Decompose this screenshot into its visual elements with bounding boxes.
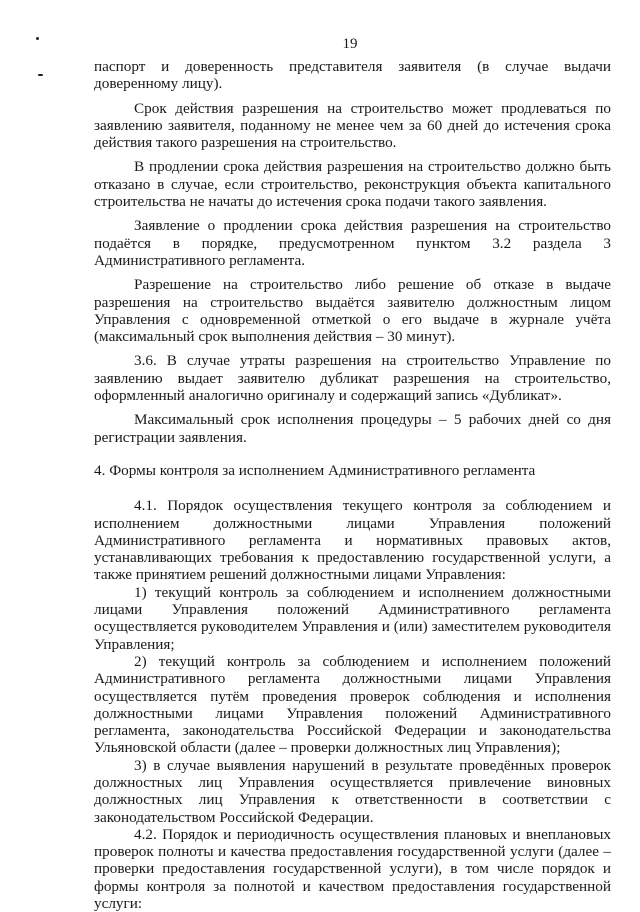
document-body xyxy=(94,58,611,912)
paragraph: 4.1. Порядок осуществления текущего контроля за соблюдением и исполнением должностными лицами Управления положений Административного регламента и нормативных правовых актов, устанавливающих требования к предоставлению государственной услуги, а также принятием решений должностными лицами Управления: xyxy=(94,497,611,584)
section-heading: 4. Формы контроля за исполнением Административного регламента xyxy=(94,461,536,479)
paragraph: В продлении срока действия разрешения на строительство должно быть отказано в случае, если строительство, реконструкция объекта капитального строительства не начаты до истечения срока подачи такого заявления. xyxy=(94,158,611,211)
list-item: 2) текущий контроль за соблюдением и исполнением положений Административного регламента должностными лицами Управления осуществляется путём проведения проверок соблюдения и исполнения должностными лицами Управления положений Административного регламента, законодательства Российской Федерации и законодательства Ульяновской области (далее – проверки должностных лиц Управления); xyxy=(94,652,611,757)
paragraph: Максимальный срок исполнения процедуры – 5 рабочих дней со дня регистрации заявления. xyxy=(94,411,611,446)
scan-dash-mark xyxy=(38,74,43,76)
paragraph: паспорт и доверенность представителя заявителя (в случае выдачи доверенному лицу). xyxy=(94,58,611,93)
paragraph: 4.2. Порядок и периодичность осуществления плановых и внеплановых проверок полноты и качества предоставления государственной услуги (далее – проверки предоставления государственной услуги), в том числе порядок и формы контроля за полнотой и качеством предоставления государственной услуги: xyxy=(94,825,611,912)
paragraph: Срок действия разрешения на строительство может продлеваться по заявлению заявителя, поданному не менее чем за 60 дней до истечения срока действия такого разрешения на строительство. xyxy=(94,99,611,152)
page-number: 19 xyxy=(342,36,358,52)
paragraph: Разрешение на строительство либо решение об отказе в выдаче разрешения на строительство выдаётся заявителю должностным лицом Управления с одновременной отметкой о его выдаче в журнале учёта (максимальный срок выполнения действия – 30 минут). xyxy=(94,276,611,346)
paragraph: Заявление о продлении срока действия разрешения на строительство подаётся в порядке, предусмотренном пунктом 3.2 раздела 3 Административного регламента. xyxy=(94,217,611,269)
list-item: 1) текущий контроль за соблюдением и исполнением должностными лицами Управления положений Административного регламента осуществляется руководителем Управления и (или) заместителем руководителя Управления; xyxy=(94,583,611,653)
list-item: 3) в случае выявления нарушений в результате проведённых проверок должностных лиц Управления осуществляется привлечение виновных должностных лиц Управления к ответственности в соответствии с законодательством Российской Федерации. xyxy=(94,756,611,826)
paragraph: 3.6. В случае утраты разрешения на строительство Управление по заявлению выдает заявителю дубликат разрешения на строительство, оформленный аналогично оригиналу и содержащий запись «Дубликат». xyxy=(94,352,611,405)
